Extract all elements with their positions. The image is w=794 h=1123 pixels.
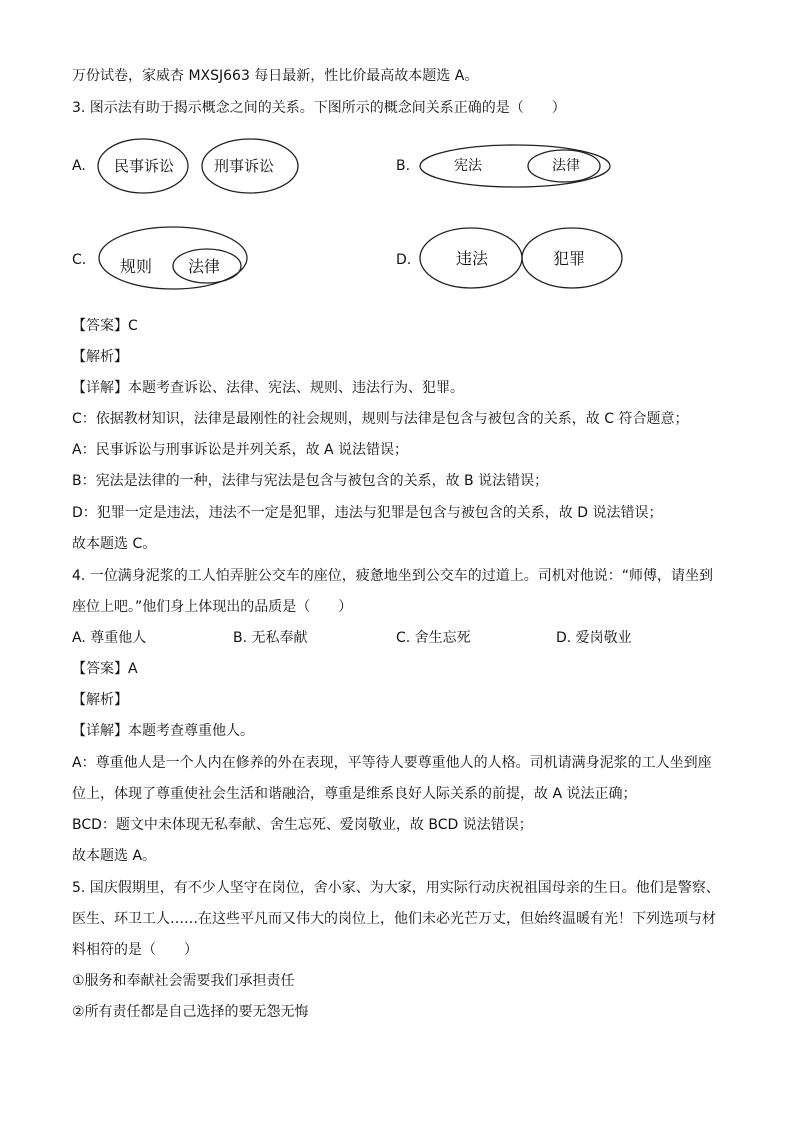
q3-b-outer-label: 宪法 xyxy=(454,158,482,174)
q4-explain-a-1: A：尊重他人是一个人内在修养的外在表现，平等待人要尊重他人的人格。司机请满身泥浆的工人坐到座 xyxy=(72,755,712,771)
q3-answer: 【答案】C xyxy=(72,318,138,334)
q3-c-inner-label: 法律 xyxy=(188,257,221,276)
q3-option-c-letter: C. xyxy=(72,252,87,268)
question-5-stem-2: 医生、环卫工人……在这些平凡而又伟大的岗位上，他们未必光芒万丈，但始终温暖有光！下列选项与材 xyxy=(72,911,716,927)
q4-conclusion: 故本题选 A。 xyxy=(72,848,157,864)
question-4-stem-2: 座位上吧。”他们身上体现出的品质是（ ） xyxy=(72,599,353,615)
intro-line: 万份试卷，家威杏 MXSJ663 每日最新，性比价最高故本题选 A。 xyxy=(72,68,479,84)
q4-option-b: B. 无私奉献 xyxy=(233,630,308,646)
q4-detail: 【详解】本题考查尊重他人。 xyxy=(72,723,254,739)
question-5-stem-1: 5. 国庆假期里，有不少人坚守在岗位，舍小家、为大家，用实际行动庆祝祖国母亲的生日。他们是警察、 xyxy=(72,880,720,896)
q4-answer: 【答案】A xyxy=(72,661,138,677)
q3-conclusion: 故本题选 C。 xyxy=(72,536,157,552)
q3-d-right-label: 犯罪 xyxy=(553,249,586,268)
q3-c-outer-label: 规则 xyxy=(120,257,153,276)
q4-option-c: C. 舍生忘死 xyxy=(396,630,471,646)
q3-analysis-heading: 【解析】 xyxy=(72,349,128,365)
q3-detail: 【详解】本题考查诉讼、法律、宪法、规则、违法行为、犯罪。 xyxy=(72,380,464,396)
q3-option-d-letter: D. xyxy=(396,252,412,268)
q3-explain-d: D：犯罪一定是违法，违法不一定是犯罪，违法与犯罪是包含与被包含的关系，故 D 说法错误； xyxy=(72,505,663,521)
q3-explain-b: B：宪法是法律的一种，法律与宪法是包含与被包含的关系，故 B 说法错误； xyxy=(72,473,549,489)
question-3-stem: 3. 图示法有助于揭示概念之间的关系。下图所示的概念间关系正确的是（ ） xyxy=(72,100,566,116)
q4-explain-a-2: 位上，体现了尊重使社会生活和谐融洽，尊重是维系良好人际关系的前提，故 A 说法正确； xyxy=(72,786,637,802)
q4-option-d: D. 爱岗敬业 xyxy=(556,630,632,646)
q5-statement-1: ①服务和奉献社会需要我们承担责任 xyxy=(72,973,295,989)
q3-diagram-d xyxy=(418,226,628,292)
q3-option-b-letter: B. xyxy=(396,158,411,174)
q3-a-right-label: 刑事诉讼 xyxy=(214,157,275,175)
q3-d-left-label: 违法 xyxy=(456,249,489,268)
question-5-stem-3: 料相符的是（ ） xyxy=(72,942,198,958)
q3-explain-c: C：依据教材知识，法律是最刚性的社会规则，规则与法律是包含与被包含的关系，故 C 符合题意； xyxy=(72,411,689,427)
q4-option-a: A. 尊重他人 xyxy=(72,630,147,646)
q3-a-left-label: 民事诉讼 xyxy=(114,157,175,175)
q3-diagram-b xyxy=(418,142,618,192)
q3-option-a-letter: A. xyxy=(72,158,86,174)
q3-b-inner-label: 法律 xyxy=(552,158,580,174)
q4-explain-bcd: BCD：题文中未体现无私奉献、舍生忘死、爱岗敬业，故 BCD 说法错误； xyxy=(72,817,533,833)
q5-statement-2: ②所有责任都是自己选择的要无怨无悔 xyxy=(72,1004,309,1020)
question-4-stem-1: 4. 一位满身泥浆的工人怕弄脏公交车的座位，疲惫地坐到公交车的过道上。司机对他说：“师傅，请坐到 xyxy=(72,568,714,584)
q4-analysis-heading: 【解析】 xyxy=(72,692,128,708)
q3-explain-a: A：民事诉讼与刑事诉讼是并列关系，故 A 说法错误； xyxy=(72,442,409,458)
